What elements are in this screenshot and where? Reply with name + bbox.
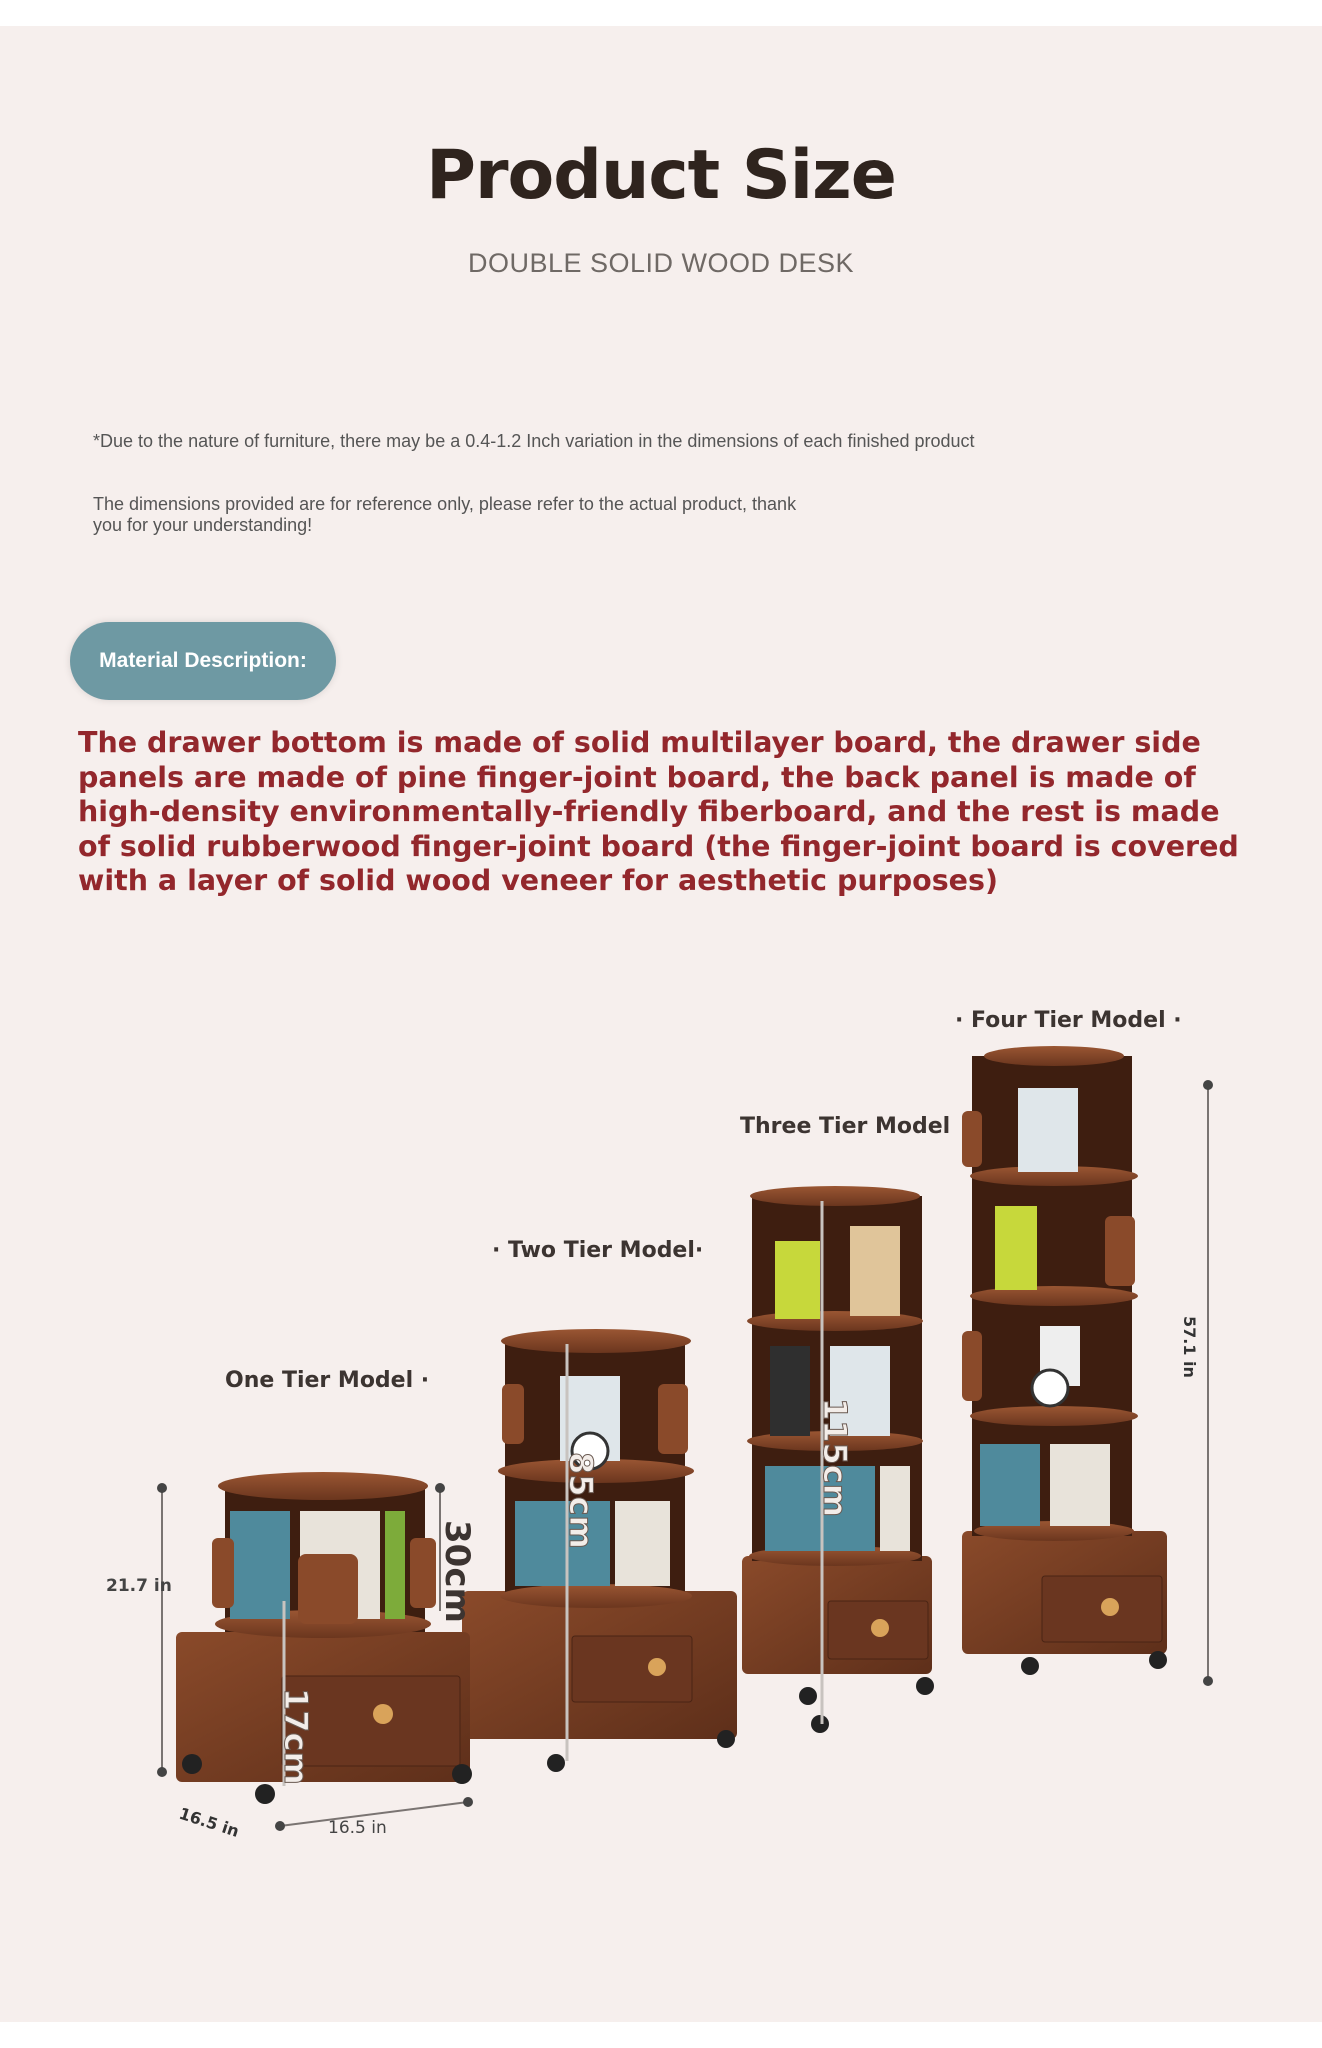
product-size-page — [0, 26, 1322, 2022]
page-title: Product Size — [426, 136, 896, 215]
dim-height-one: 21.7 in — [106, 1576, 172, 1596]
cm-label-115: 115cm — [816, 1398, 854, 1518]
dim-height-four: 57.1 in — [1180, 1316, 1199, 1378]
cm-label-85: 85cm — [562, 1452, 600, 1549]
one-tier-bookcase — [176, 1472, 472, 1804]
three-tier-label: Three Tier Model — [740, 1114, 951, 1139]
dim-width: 16.5 in — [328, 1818, 387, 1838]
material-description-badge: Material Description: — [70, 622, 336, 700]
four-tier-label: · Four Tier Model · — [955, 1008, 1182, 1033]
reference-note-line-1: The dimensions provided are for reference only, please refer to the actual product, thank — [93, 494, 797, 514]
cm-label-30: 30cm — [437, 1520, 477, 1623]
material-description-text: The drawer bottom is made of solid multilayer board, the drawer side panels are made of pine finger-joint board, the back panel is made of high-density environmentally-friendly fiberboard, and the rest is made of solid rubberwood finger-joint board (the finger-joint board is covered with a layer of solid wood veneer for aesthetic purposes) — [78, 726, 1239, 897]
variation-note: *Due to the nature of furniture, there may be a 0.4-1.2 Inch variation in the dimensions of each finished product — [93, 431, 975, 451]
two-tier-label: · Two Tier Model· — [492, 1238, 704, 1263]
cm-label-17: 17cm — [277, 1688, 315, 1785]
reference-note-line-2: you for your understanding! — [93, 515, 313, 535]
dim-depth: 16.5 in — [176, 1803, 242, 1841]
two-tier-bookcase — [462, 1329, 737, 1772]
one-tier-label: One Tier Model · — [225, 1368, 430, 1393]
four-tier-bookcase — [962, 1046, 1167, 1675]
page-subtitle: DOUBLE SOLID WOOD DESK — [467, 248, 855, 278]
